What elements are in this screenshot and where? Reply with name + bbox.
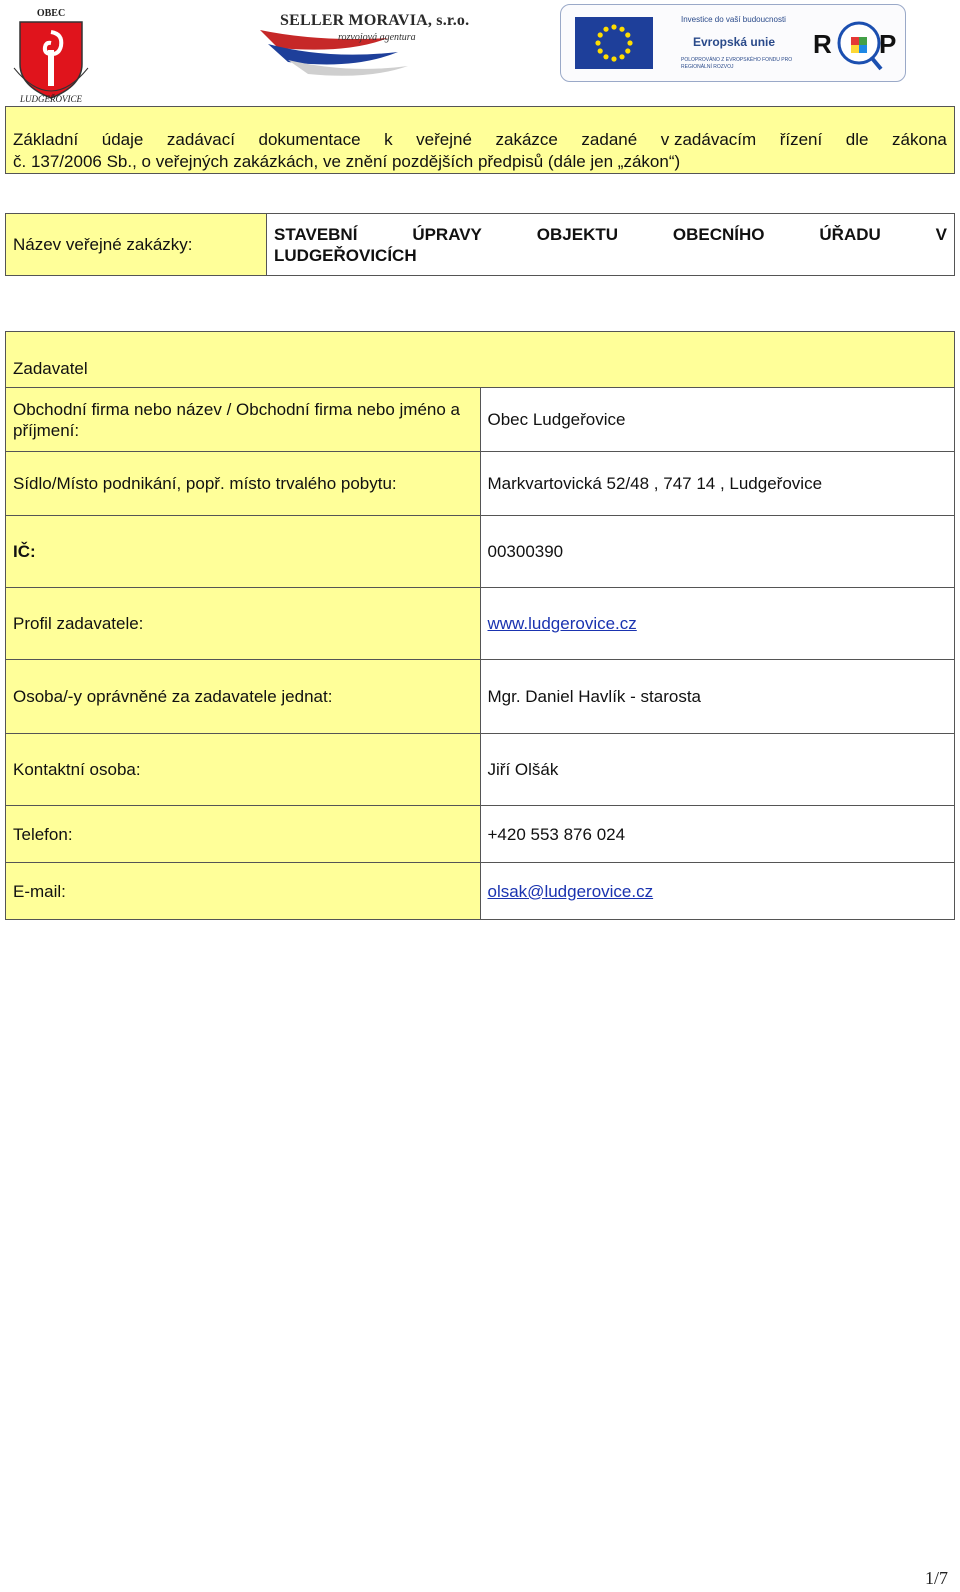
firm-label: Obchodní firma nebo název / Obchodní firma nebo jméno a příjmení: [6, 388, 481, 452]
eu-fund-text: POLOPROVÁNO Z EVROPSKÉHO FONDU PRO REGIONÁLNÍ ROZVOJ [681, 57, 793, 70]
profile-link[interactable]: www.ludgerovice.cz [487, 614, 637, 633]
rop-logo-icon [807, 13, 899, 77]
svg-text:P: P [879, 29, 897, 59]
page-number: 1/7 [924, 1568, 948, 1588]
profile-value-cell [480, 588, 955, 660]
title-word: ÚPRAVY [412, 224, 482, 244]
contact-label: Kontaktní osoba: [6, 734, 481, 806]
authorized-label: Osoba/-y oprávněné za zadavatele jednat: [6, 660, 481, 734]
header-line-1 [13, 129, 947, 151]
contract-name-table [5, 213, 955, 276]
logo-bar [0, 0, 960, 112]
header-word: Základní [13, 130, 79, 149]
email-label: E-mail: [6, 863, 481, 920]
firm-row [6, 388, 955, 452]
seller-tagline: rozvojová agentura [338, 32, 416, 43]
contracting-authority-table [5, 331, 955, 920]
eu-rop-logo [560, 4, 906, 82]
contract-title-line-1 [274, 224, 947, 245]
svg-text:R: R [813, 29, 832, 59]
eu-text: Evropská unie [693, 35, 776, 49]
header-word: zákona [892, 130, 947, 149]
email-row [6, 863, 955, 920]
phone-value: +420 553 876 024 [480, 806, 955, 863]
header-word: dokumentace [258, 130, 361, 149]
seat-value: Markvartovická 52/48 , 747 14 , Ludgeřovice [480, 452, 955, 516]
title-word: V [935, 224, 947, 244]
firm-value: Obec Ludgeřovice [480, 388, 955, 452]
header-line-2: č. 137/2006 Sb., o veřejných zakázkách, ve znění pozdějších předpisů (dále jen „zákon“) [13, 152, 681, 171]
section-title: Zadavatel [6, 332, 955, 388]
coat-of-arms-top-text: OBEC [36, 8, 66, 19]
email-value-cell [480, 863, 955, 920]
seat-row [6, 452, 955, 516]
coat-of-arms-bottom-text: LUDGEŘOVICE [20, 94, 82, 104]
header-word: zadané [581, 130, 638, 149]
header-word: k [384, 130, 393, 149]
contact-value: Jiří Olšák [480, 734, 955, 806]
header-word: řízení [779, 130, 823, 149]
seat-label: Sídlo/Místo podnikání, popř. místo trvalého pobytu: [6, 452, 481, 516]
contact-row [6, 734, 955, 806]
title-word: OBECNÍHO [672, 224, 765, 244]
profile-label: Profil zadavatele: [6, 588, 481, 660]
header-word: zakázce [495, 130, 558, 149]
ic-value: 00300390 [480, 516, 955, 588]
header-word: zadávací [166, 130, 235, 149]
phone-label: Telefon: [6, 806, 481, 863]
shield-icon [8, 6, 94, 106]
eu-invest-text: Investice do vaší budoucnosti [681, 15, 786, 24]
phone-row [6, 806, 955, 863]
header-word: veřejné [416, 130, 472, 149]
contract-title [267, 214, 955, 276]
document-header [5, 106, 955, 174]
title-word: OBJEKTU [536, 224, 619, 244]
contract-title-line-2: LUDGEŘOVICÍCH [274, 245, 417, 265]
title-word: ÚŘADU [819, 224, 881, 244]
profile-row [6, 588, 955, 660]
section-title-row [6, 332, 955, 388]
contract-name-row [6, 214, 955, 276]
header-word: dle [845, 130, 869, 149]
header-word: údaje [101, 130, 144, 149]
municipality-coat-of-arms-logo [8, 6, 94, 106]
ic-label: IČ: [6, 516, 481, 588]
ic-row [6, 516, 955, 588]
seller-name: SELLER MORAVIA, s.r.o. [280, 12, 470, 29]
contract-name-label: Název veřejné zakázky: [6, 214, 267, 276]
email-link[interactable]: olsak@ludgerovice.cz [487, 881, 654, 901]
eu-flag-icon [575, 17, 653, 69]
title-word: STAVEBNÍ [274, 224, 358, 244]
header-word: v zadávacím [660, 130, 757, 149]
authorized-row [6, 660, 955, 734]
authorized-value: Mgr. Daniel Havlík - starosta [480, 660, 955, 734]
seller-moravia-logo [258, 8, 478, 78]
